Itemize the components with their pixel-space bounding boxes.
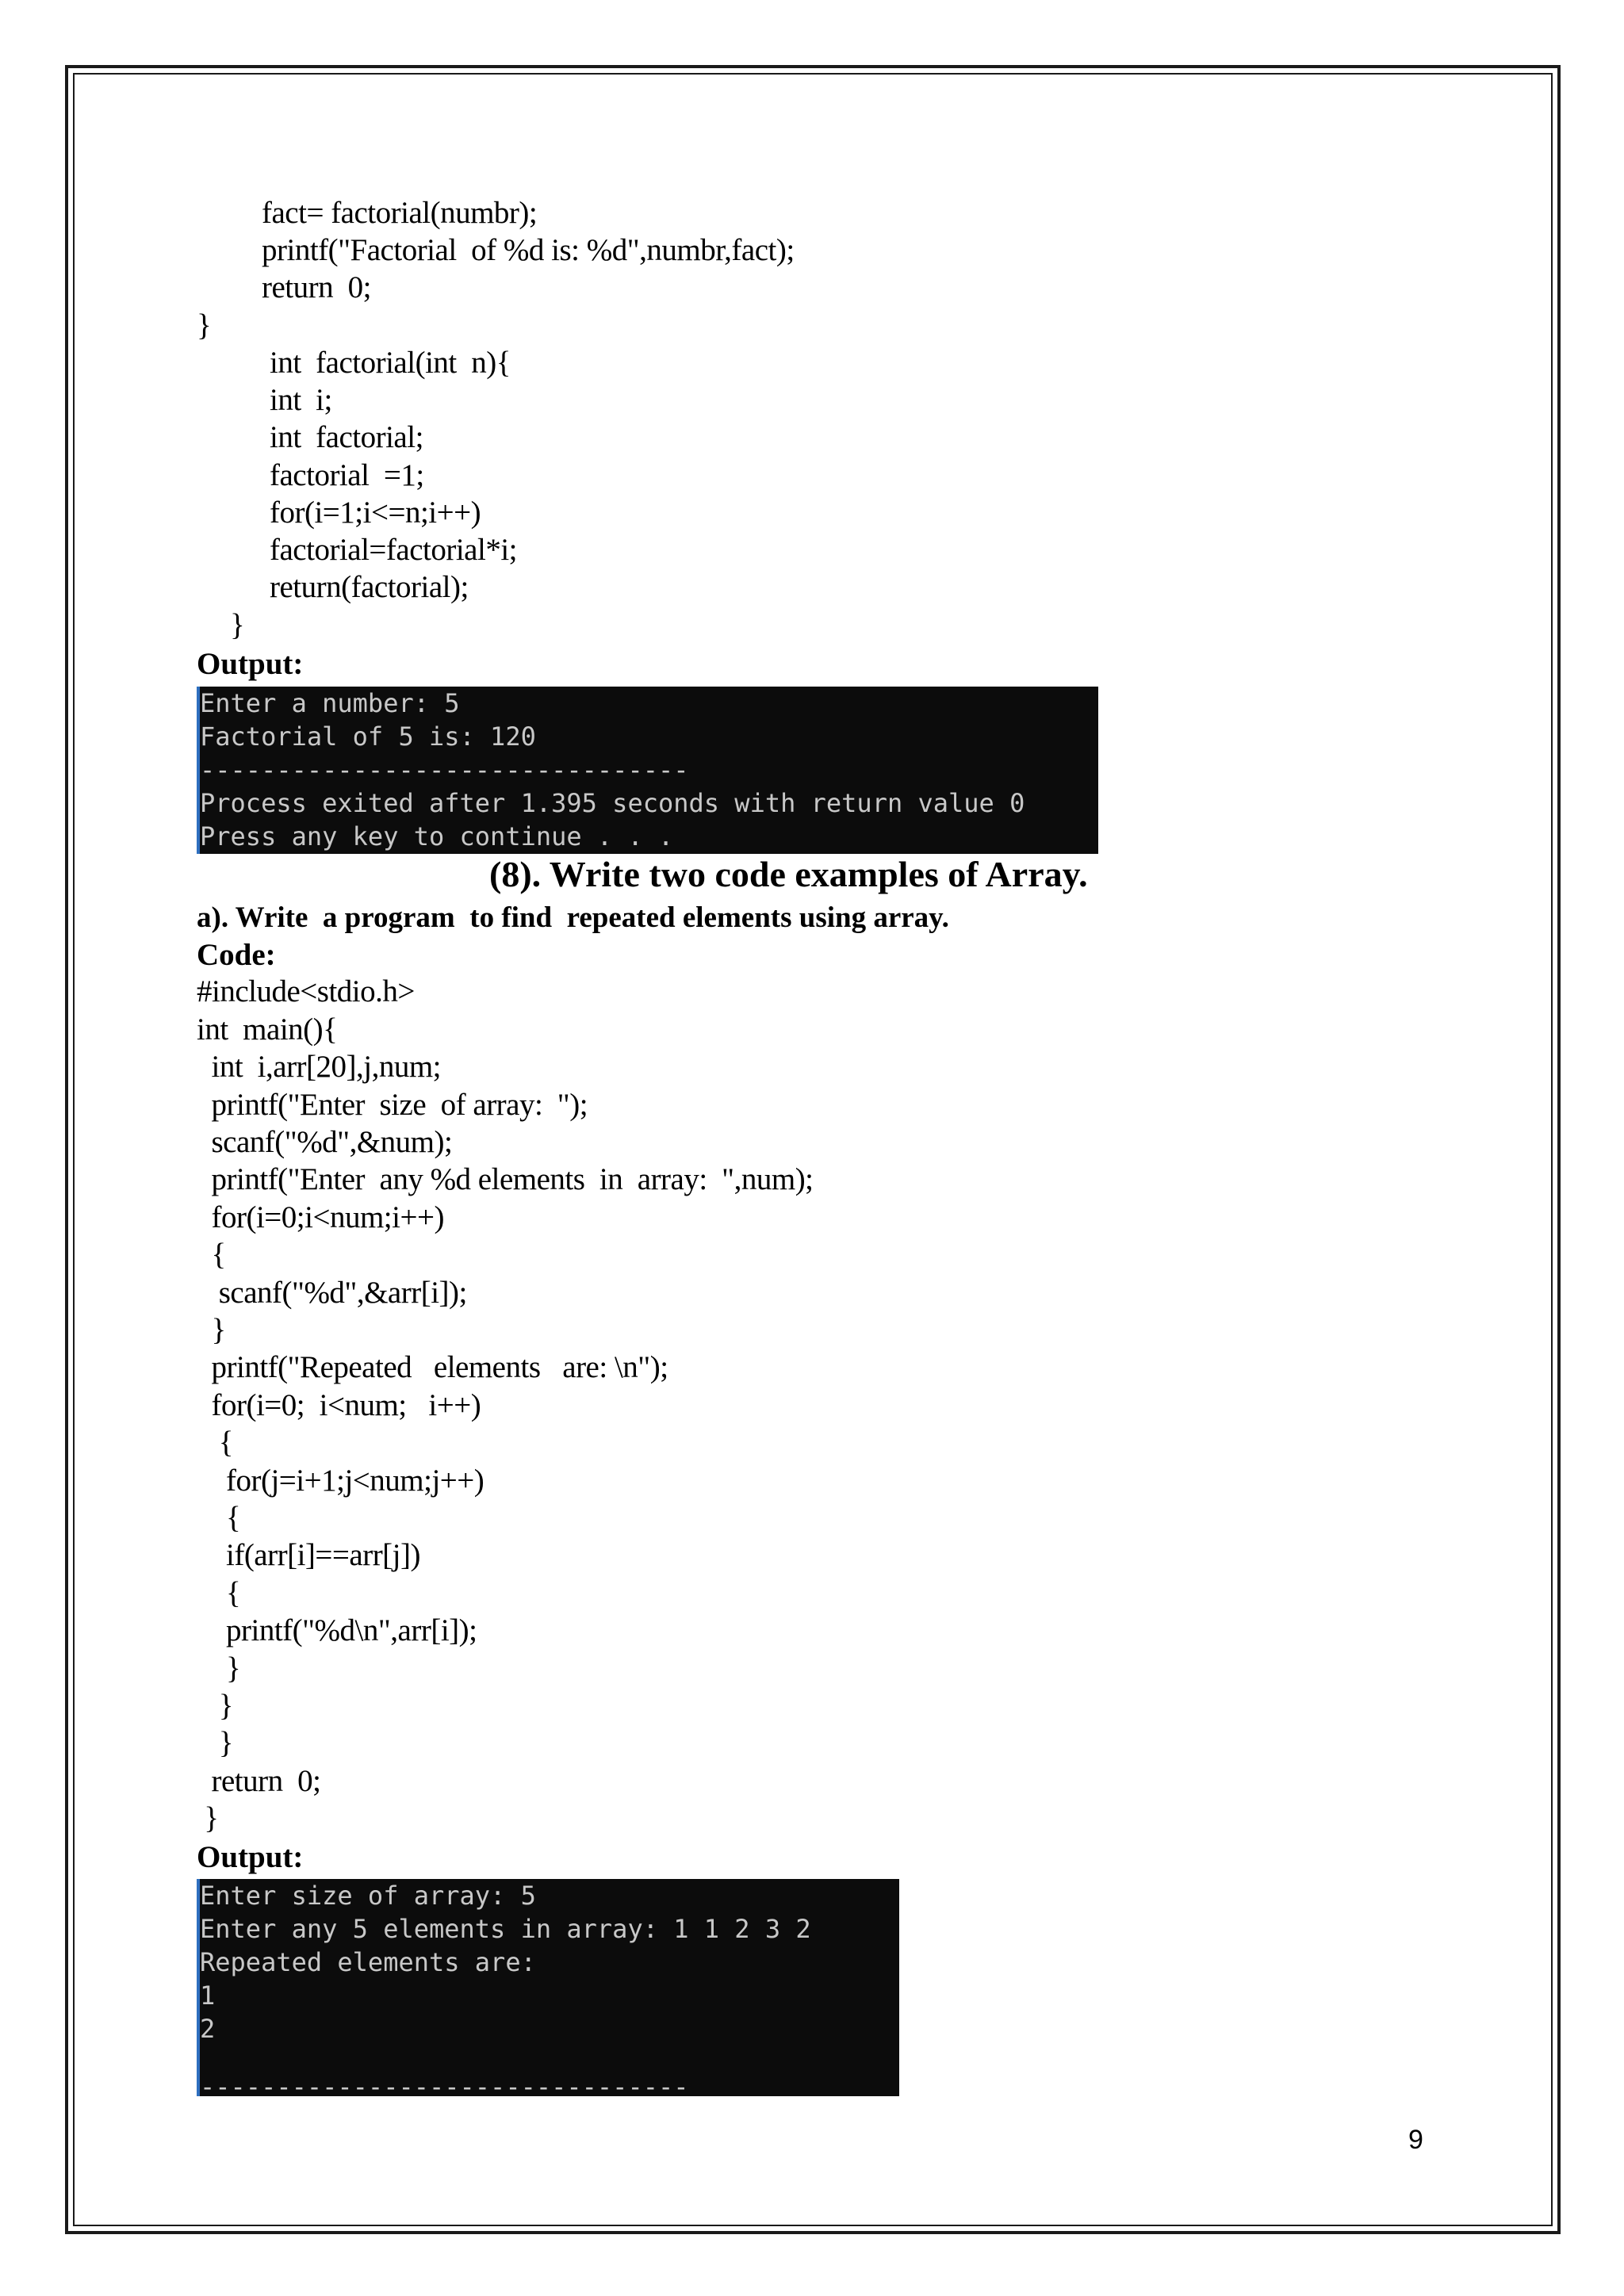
console-line: Press any key to continue . . . bbox=[200, 821, 674, 851]
code-line: { bbox=[197, 1501, 241, 1535]
code-line: for(i=1;i<=n;i++) bbox=[270, 496, 481, 530]
section-subheading: a). Write a program to find repeated elements using array. bbox=[197, 901, 949, 934]
code-line: return 0; bbox=[262, 270, 371, 304]
code-line: } bbox=[197, 1689, 233, 1723]
console-line: Repeated elements are: bbox=[200, 1947, 536, 1977]
code-line: } bbox=[197, 308, 212, 342]
output-label: Output: bbox=[197, 1840, 304, 1874]
code-line: int i,arr[20],j,num; bbox=[197, 1050, 442, 1084]
code-line: return(factorial); bbox=[270, 570, 469, 604]
code-line: printf("Enter size of array: "); bbox=[197, 1088, 588, 1122]
code-line: if(arr[i]==arr[j]) bbox=[197, 1538, 420, 1572]
console-line: Enter any 5 elements in array: 1 1 2 3 2 bbox=[200, 1914, 811, 1944]
code-label: Code: bbox=[197, 938, 276, 972]
code-line: { bbox=[197, 1425, 233, 1460]
section-heading: (8). Write two code examples of Array. bbox=[489, 854, 1088, 894]
code-line: printf("Repeated elements are: \n"); bbox=[197, 1350, 668, 1384]
code-line: } bbox=[230, 608, 245, 642]
console-output-array bbox=[197, 1879, 899, 2096]
console-line: Factorial of 5 is: 120 bbox=[200, 721, 536, 752]
code-line: int i; bbox=[270, 383, 332, 417]
code-line: } bbox=[197, 1313, 226, 1347]
code-line: factorial=factorial*i; bbox=[270, 533, 517, 567]
console-line: 1 bbox=[200, 1980, 216, 2011]
code-line: int main(){ bbox=[197, 1012, 338, 1047]
code-line: printf("%d\n",arr[i]); bbox=[197, 1613, 477, 1647]
console-line: -------------------------------- bbox=[200, 2079, 689, 2096]
console-line: Enter size of array: 5 bbox=[200, 1881, 536, 1911]
code-line: printf("Factorial of %d is: %d",numbr,fact); bbox=[262, 233, 795, 267]
code-line: } bbox=[197, 1726, 233, 1760]
code-line: printf("Enter any %d elements in array: ",num); bbox=[197, 1162, 814, 1196]
code-line: for(i=0; i<num; i++) bbox=[197, 1388, 481, 1422]
code-line: scanf("%d",&num); bbox=[197, 1125, 453, 1159]
code-line: fact= factorial(numbr); bbox=[262, 196, 538, 230]
page-number: 9 bbox=[1408, 2125, 1423, 2155]
code-line: int factorial(int n){ bbox=[270, 346, 511, 380]
code-line: scanf("%d",&arr[i]); bbox=[197, 1276, 467, 1310]
console-line: -------------------------------- bbox=[200, 755, 689, 785]
console-output-factorial bbox=[197, 687, 1098, 854]
code-line: { bbox=[197, 1238, 226, 1272]
console-line: Process exited after 1.395 seconds with return value 0 bbox=[200, 788, 1025, 818]
code-line: #include<stdio.h> bbox=[197, 974, 415, 1008]
code-line: factorial =1; bbox=[270, 458, 424, 492]
code-line: } bbox=[197, 1651, 241, 1686]
code-line: int factorial; bbox=[270, 420, 423, 454]
output-label: Output: bbox=[197, 647, 304, 681]
code-line: { bbox=[197, 1576, 241, 1610]
code-line: for(j=i+1;j<num;j++) bbox=[197, 1464, 485, 1498]
code-line: for(i=0;i<num;i++) bbox=[197, 1200, 444, 1234]
code-line: return 0; bbox=[197, 1764, 321, 1798]
console-line: 2 bbox=[200, 2014, 216, 2044]
code-line: } bbox=[197, 1801, 219, 1835]
console-line: Enter a number: 5 bbox=[200, 688, 460, 718]
